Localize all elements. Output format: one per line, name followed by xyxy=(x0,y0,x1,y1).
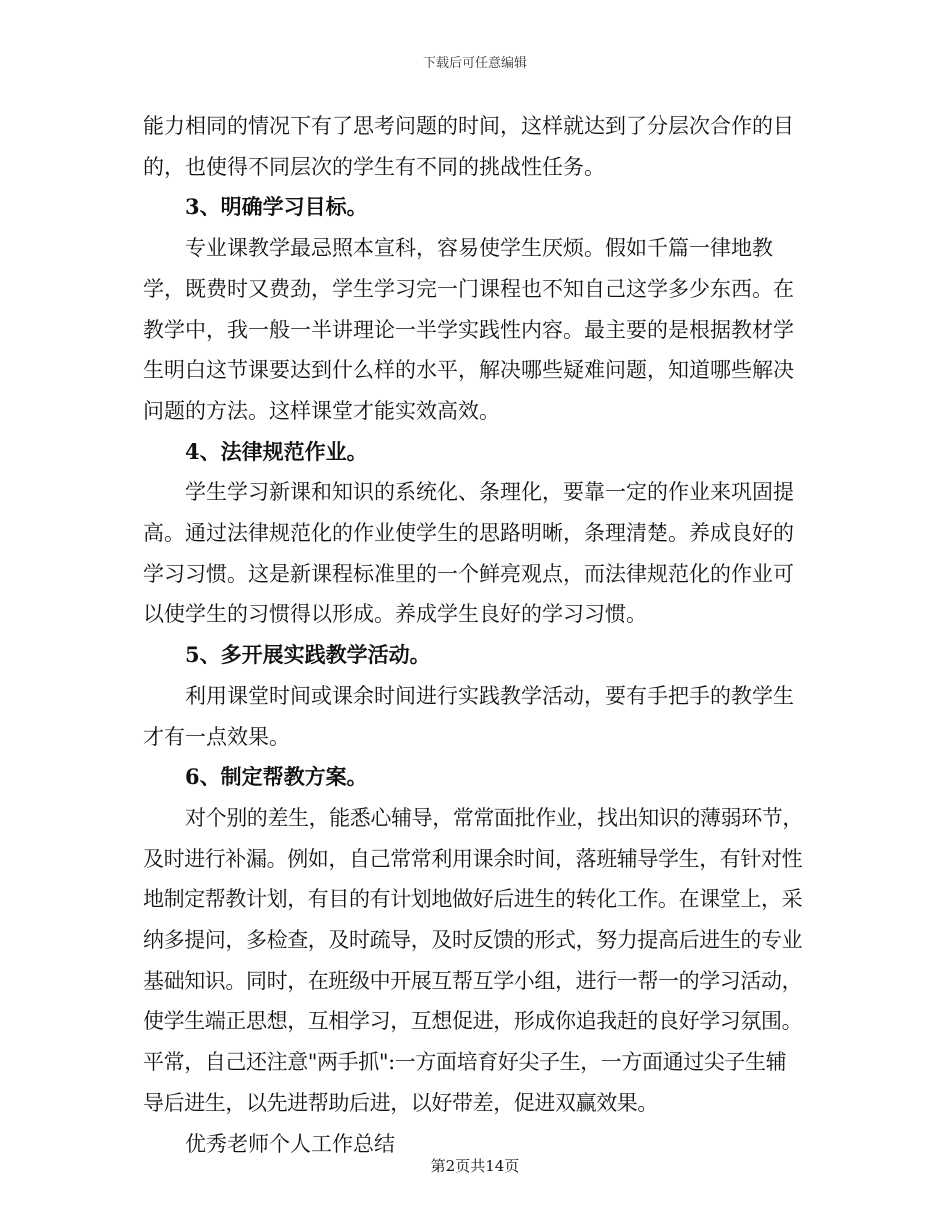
section-heading-3: 3、明确学习目标。 xyxy=(185,194,368,220)
page-number: 第2页共14页 xyxy=(430,1157,520,1175)
section-heading-5: 5、多开展实践教学活动。 xyxy=(185,642,431,668)
paragraph-tutoring-plan: 对个别的差生，能悉心辅导，常常面批作业，找出知识的薄弱环节，及时进行补漏。例如，自己常常利用课余时间，落班辅导学生，有针对性地制定帮教计划，有目的有计划地做好后进生的转化工作。在课堂上，采纳多提问，多检查，及时疏导，及时反馈的形式，努力提高后进生的专业基础知识。同时，在班级中开展互帮互学小组，进行一帮一的学习活动，使学生端正思想，互相学习，互想促进，形成你追我赶的良好学习氛围。平常，自己还注意"两手抓":一方面培育好尖子生，一方面通过尖子生辅导后进生，以先进帮助后进，以好带差，促进双赢效果。 xyxy=(143,805,803,1115)
paragraph-continuation: 能力相同的情况下有了思考问题的时间，这样就达到了分层次合作的目的，也使得不同层次的学生有不同的挑战性任务。 xyxy=(143,114,794,179)
paragraph-homework-norms: 学生学习新课和知识的系统化、条理化，要靠一定的作业来巩固提高。通过法律规范化的作业使学生的思路明晰，条理清楚。养成良好的学习习惯。这是新课程标准里的一个鲜亮观点，而法律规范化的作业可以使学生的习惯得以形成。养成学生良好的学习习惯。 xyxy=(143,480,794,627)
page-header: 下载后可任意编辑 xyxy=(422,56,527,71)
section-heading-6: 6、制定帮教方案。 xyxy=(185,764,368,790)
section-heading-4: 4、法律规范作业。 xyxy=(185,438,368,464)
paragraph-next-title: 优秀老师个人工作总结 xyxy=(185,1131,395,1156)
paragraph-learning-goals: 专业课教学最忌照本宣科，容易使学生厌烦。假如千篇一律地教学，既费时又费劲，学生学习完一门课程也不知自己这学多少东西。在教学中，我一般一半讲理论一半学实践性内容。最主要的是根据教材学生明白这节课要达到什么样的水平，解决哪些疑难问题，知道哪些解决问题的方法。这样课堂才能实效高效。 xyxy=(143,236,794,423)
paragraph-practice-activities: 利用课堂时间或课余时间进行实践教学活动，要有手把手的教学生才有一点效果。 xyxy=(143,683,794,749)
document-body xyxy=(143,106,803,1164)
